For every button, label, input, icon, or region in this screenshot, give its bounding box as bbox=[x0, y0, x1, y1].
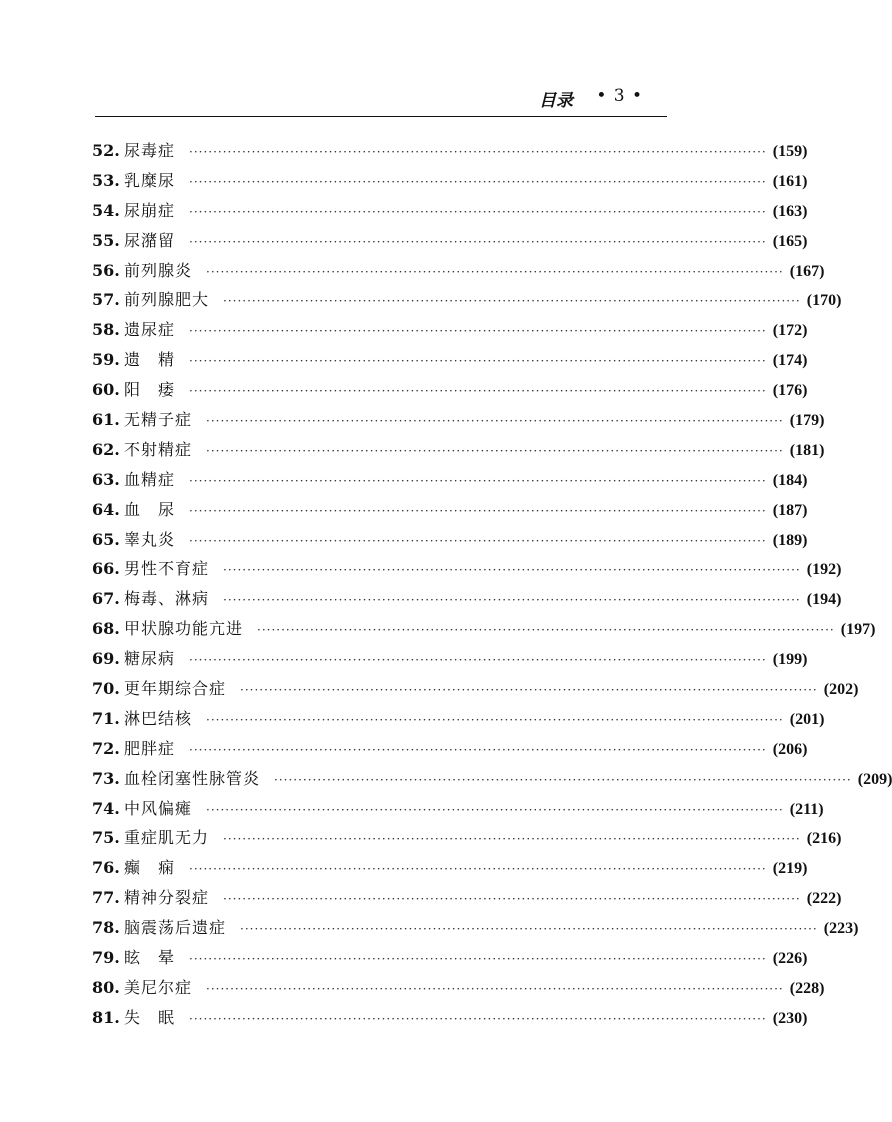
toc-entry-number: 61. bbox=[92, 410, 120, 430]
dot-leader: ························································································································ bbox=[189, 1011, 767, 1026]
toc-entry-page: (202) bbox=[823, 681, 859, 699]
toc-entry-page: (211) bbox=[789, 800, 824, 818]
toc-entry bbox=[92, 348, 808, 378]
toc-entry-title: 失 眠 bbox=[124, 1007, 176, 1027]
toc-entry-page: (206) bbox=[772, 740, 808, 758]
toc-entry-number: 62. bbox=[92, 439, 120, 459]
toc-entry-page: (228) bbox=[789, 979, 825, 997]
toc-entry-number: 57. bbox=[92, 290, 120, 310]
dot-leader: ························································································································ bbox=[223, 563, 801, 578]
toc-entry-page: (209) bbox=[857, 770, 892, 788]
dot-leader: ························································································································ bbox=[206, 802, 784, 817]
toc-entry-number: 58. bbox=[92, 320, 120, 340]
toc-entry-title: 尿毒症 bbox=[124, 141, 176, 160]
toc-entry-page: (223) bbox=[823, 920, 859, 938]
toc-entry bbox=[92, 1006, 808, 1036]
toc-entry-page: (189) bbox=[772, 531, 808, 549]
dot-leader: ························································································································ bbox=[206, 443, 784, 458]
toc-entry-title: 眩 晕 bbox=[124, 948, 176, 968]
dot-leader: ························································································································ bbox=[189, 174, 767, 189]
toc-entry-number: 63. bbox=[92, 469, 120, 489]
toc-entry-title: 中风偏瘫 bbox=[124, 798, 193, 818]
toc-entry bbox=[92, 797, 824, 827]
toc-entry-page: (187) bbox=[772, 501, 808, 519]
toc-entry-title: 阳 痿 bbox=[124, 380, 176, 400]
toc-entry-number: 55. bbox=[92, 230, 120, 250]
toc-entry bbox=[92, 587, 842, 617]
toc-entry-title: 尿潴留 bbox=[124, 230, 176, 250]
toc-entry bbox=[92, 767, 892, 797]
toc-entry-title: 睾丸炎 bbox=[124, 529, 176, 549]
toc-entry-number: 79. bbox=[92, 948, 120, 968]
toc-entry bbox=[92, 139, 808, 169]
toc-entry bbox=[92, 677, 859, 707]
toc-entry-page: (201) bbox=[789, 710, 825, 728]
toc-entry-number: 77. bbox=[92, 888, 120, 908]
toc-entry bbox=[92, 318, 808, 348]
toc-entry-page: (197) bbox=[840, 621, 876, 639]
toc-entry-page: (181) bbox=[789, 441, 825, 459]
dot-leader: ························································································································ bbox=[189, 384, 767, 399]
toc-entry-title: 梅毒、淋病 bbox=[124, 589, 210, 609]
toc-entry-page: (184) bbox=[772, 471, 808, 489]
toc-entry bbox=[92, 229, 808, 259]
table-of-contents bbox=[92, 139, 892, 1036]
toc-entry-number: 74. bbox=[92, 798, 120, 818]
toc-entry-title: 更年期综合症 bbox=[124, 679, 227, 699]
toc-entry-number: 66. bbox=[92, 559, 120, 579]
dot-leader: ························································································································ bbox=[240, 683, 818, 698]
toc-entry-page: (179) bbox=[789, 412, 825, 430]
dot-leader: ························································································································ bbox=[189, 234, 767, 249]
toc-entry-title: 遗尿症 bbox=[124, 320, 176, 340]
toc-entry-title: 遗 精 bbox=[124, 350, 176, 370]
toc-entry-title: 癫 痫 bbox=[124, 858, 176, 878]
page-header bbox=[95, 84, 667, 116]
toc-entry-page: (192) bbox=[806, 561, 842, 579]
toc-entry-number: 64. bbox=[92, 499, 120, 519]
toc-entry bbox=[92, 408, 825, 438]
toc-entry-title: 尿崩症 bbox=[124, 200, 176, 220]
toc-entry-page: (219) bbox=[772, 860, 808, 878]
toc-entry-page: (170) bbox=[806, 292, 842, 310]
toc-entry-title: 淋巴结核 bbox=[124, 708, 193, 728]
dot-leader: ························································································································ bbox=[189, 653, 767, 668]
dot-leader: ························································································································ bbox=[189, 204, 767, 219]
toc-entry-number: 72. bbox=[92, 738, 120, 758]
toc-entry-page: (199) bbox=[772, 651, 808, 669]
toc-entry-title: 血 尿 bbox=[124, 499, 176, 519]
toc-entry-number: 78. bbox=[92, 918, 120, 938]
toc-entry bbox=[92, 826, 842, 856]
toc-entry bbox=[92, 528, 808, 558]
page-number: • 3 • bbox=[596, 86, 643, 106]
toc-entry-number: 52. bbox=[92, 141, 120, 160]
toc-entry-title: 男性不育症 bbox=[124, 559, 210, 579]
toc-entry-title: 不射精症 bbox=[124, 439, 193, 459]
toc-entry bbox=[92, 856, 808, 886]
toc-entry-number: 71. bbox=[92, 708, 120, 728]
toc-entry-number: 80. bbox=[92, 977, 120, 997]
toc-entry bbox=[92, 259, 825, 289]
toc-entry bbox=[92, 199, 808, 229]
toc-entry-title: 前列腺肥大 bbox=[124, 290, 210, 310]
dot-leader: ························································································································ bbox=[189, 503, 767, 518]
toc-entry-page: (222) bbox=[806, 890, 842, 908]
toc-entry bbox=[92, 916, 859, 946]
toc-entry-title: 血精症 bbox=[124, 469, 176, 489]
toc-entry-number: 59. bbox=[92, 350, 120, 370]
toc-entry-page: (159) bbox=[772, 143, 808, 160]
toc-entry bbox=[92, 557, 842, 587]
toc-entry-page: (226) bbox=[772, 950, 808, 968]
toc-entry-page: (172) bbox=[772, 322, 808, 340]
toc-entry-title: 肥胖症 bbox=[124, 738, 176, 758]
toc-entry-number: 75. bbox=[92, 828, 120, 848]
toc-entry bbox=[92, 498, 808, 528]
toc-entry-title: 无精子症 bbox=[124, 410, 193, 430]
toc-entry bbox=[92, 468, 808, 498]
toc-entry-page: (161) bbox=[772, 172, 808, 190]
toc-entry-number: 76. bbox=[92, 858, 120, 878]
dot-leader: ························································································································ bbox=[274, 772, 852, 787]
toc-entry-number: 68. bbox=[92, 619, 120, 639]
toc-entry bbox=[92, 617, 876, 647]
toc-entry bbox=[92, 707, 825, 737]
toc-entry-page: (176) bbox=[772, 382, 808, 400]
dot-leader: ························································································································ bbox=[189, 145, 767, 159]
dot-leader: ························································································································ bbox=[189, 473, 767, 488]
toc-entry-number: 70. bbox=[92, 679, 120, 699]
toc-entry-title: 糖尿病 bbox=[124, 649, 176, 669]
toc-entry bbox=[92, 647, 808, 677]
header-rule bbox=[95, 116, 667, 117]
dot-leader: ························································································································ bbox=[189, 742, 767, 757]
toc-entry-page: (163) bbox=[772, 202, 808, 220]
toc-entry bbox=[92, 946, 808, 976]
toc-entry-title: 前列腺炎 bbox=[124, 260, 193, 280]
dot-leader: ························································································································ bbox=[189, 952, 767, 967]
dot-leader: ························································································································ bbox=[189, 324, 767, 339]
toc-entry bbox=[92, 169, 808, 199]
toc-entry-title: 甲状腺功能亢进 bbox=[124, 619, 244, 639]
toc-entry bbox=[92, 378, 808, 408]
toc-entry-title: 重症肌无力 bbox=[124, 828, 210, 848]
toc-entry-number: 53. bbox=[92, 170, 120, 190]
dot-leader: ························································································································ bbox=[189, 354, 767, 369]
toc-entry-number: 56. bbox=[92, 260, 120, 280]
dot-leader: ························································································································ bbox=[223, 294, 801, 309]
toc-entry bbox=[92, 737, 808, 767]
toc-entry-page: (230) bbox=[772, 1009, 808, 1027]
toc-entry-number: 73. bbox=[92, 768, 120, 788]
toc-entry bbox=[92, 886, 842, 916]
dot-leader: ························································································································ bbox=[257, 623, 835, 638]
dot-leader: ························································································································ bbox=[206, 264, 784, 279]
toc-entry bbox=[92, 438, 825, 468]
dot-leader: ························································································································ bbox=[240, 922, 818, 937]
toc-entry-number: 67. bbox=[92, 589, 120, 609]
toc-entry bbox=[92, 976, 825, 1006]
toc-entry-title: 美尼尔症 bbox=[124, 977, 193, 997]
toc-entry-page: (174) bbox=[772, 352, 808, 370]
dot-leader: ························································································································ bbox=[206, 414, 784, 429]
dot-leader: ························································································································ bbox=[223, 593, 801, 608]
toc-entry bbox=[92, 288, 842, 318]
toc-entry-title: 精神分裂症 bbox=[124, 888, 210, 908]
dot-leader: ························································································································ bbox=[189, 533, 767, 548]
toc-entry-number: 60. bbox=[92, 380, 120, 400]
dot-leader: ························································································································ bbox=[223, 892, 801, 907]
toc-entry-page: (165) bbox=[772, 232, 808, 250]
toc-entry-number: 65. bbox=[92, 529, 120, 549]
dot-leader: ························································································································ bbox=[206, 712, 784, 727]
dot-leader: ························································································································ bbox=[223, 832, 801, 847]
toc-entry-number: 81. bbox=[92, 1007, 120, 1027]
toc-entry-page: (167) bbox=[789, 262, 825, 280]
toc-entry-number: 54. bbox=[92, 200, 120, 220]
toc-entry-page: (194) bbox=[806, 591, 842, 609]
dot-leader: ························································································································ bbox=[206, 981, 784, 996]
toc-entry-title: 血栓闭塞性脉管炎 bbox=[124, 768, 261, 788]
toc-entry-page: (216) bbox=[806, 830, 842, 848]
section-title: 目录 bbox=[539, 91, 573, 111]
toc-entry-number: 69. bbox=[92, 649, 120, 669]
toc-entry-title: 乳糜尿 bbox=[124, 170, 176, 190]
dot-leader: ························································································································ bbox=[189, 862, 767, 877]
toc-entry-title: 脑震荡后遗症 bbox=[124, 918, 227, 938]
